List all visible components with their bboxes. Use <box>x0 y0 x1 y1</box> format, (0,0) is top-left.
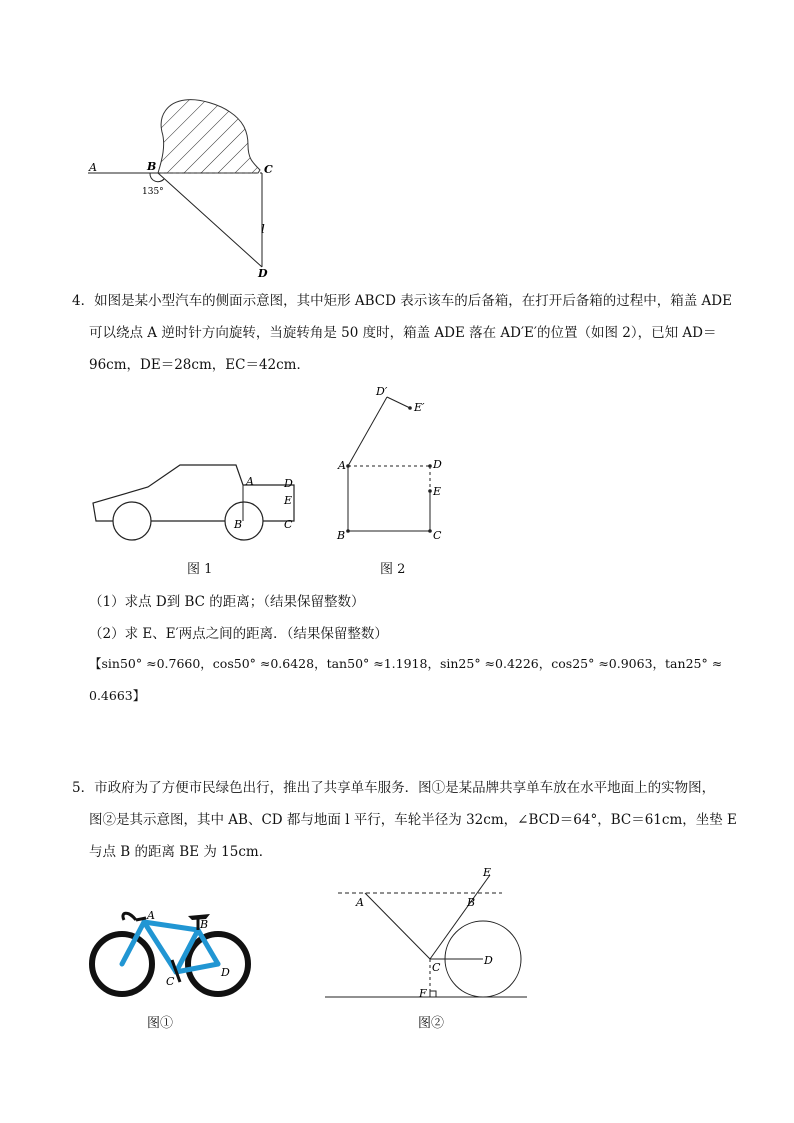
angle-arc <box>150 173 164 182</box>
figure-q5-bicycle <box>88 900 258 1005</box>
q5-line3: 与点 B 的距离 BE 为 15cm． <box>89 844 273 860</box>
label-c: C <box>284 518 293 531</box>
label-f: F <box>419 987 427 1000</box>
label-d: D <box>258 267 268 280</box>
label-d-prime: D′ <box>376 385 388 398</box>
q5-fig1-caption: 图① <box>147 1016 174 1031</box>
label-a: A <box>338 459 346 472</box>
point-e-prime <box>408 406 412 410</box>
rear-wheel <box>225 502 263 540</box>
label-a: A <box>147 909 155 922</box>
seg-d-prime-e-prime <box>387 397 410 408</box>
front-wheel <box>113 502 151 540</box>
figure-q3 <box>80 90 300 285</box>
label-angle: 135° <box>142 187 164 197</box>
label-d: D <box>433 458 442 471</box>
q4-line1: 4．如图是某小型汽车的侧面示意图，其中矩形 ABCD 表示该车的后备箱，在打开后备箱的过程中，箱盖 ADE <box>72 293 732 309</box>
q5-number: 5 <box>72 780 81 796</box>
label-c: C <box>264 163 273 176</box>
seg-ac <box>365 893 430 959</box>
seg-ce <box>430 875 490 959</box>
q5-line1: 5．市政府为了方便市民绿色出行，推出了共享单车服务．图①是某品牌共享单车放在水平地面上的实物图， <box>72 780 716 796</box>
label-b: B <box>337 529 346 542</box>
stem <box>136 918 146 920</box>
handlebar <box>123 913 136 920</box>
q4-fig1-caption: 图 1 <box>187 562 213 577</box>
label-b: B <box>147 160 157 173</box>
q4-sub2: （2）求 E、E′两点之间的距离．（结果保留整数） <box>89 626 388 642</box>
point-c <box>428 529 432 533</box>
seg-ad-prime <box>348 397 387 466</box>
point-d <box>428 464 432 468</box>
q4-reference-line2: 0.4663】 <box>89 688 146 703</box>
label-e: E <box>483 866 492 879</box>
q4-number: 4 <box>72 293 81 309</box>
label-d: D <box>221 966 230 979</box>
label-a: A <box>246 475 254 488</box>
figure-q4-car <box>88 455 303 545</box>
figure-q5-schematic <box>320 860 535 1005</box>
q4-sub1: （1）求点 D到 BC 的距离；（结果保留整数） <box>89 594 365 610</box>
label-d: D <box>484 954 493 967</box>
point-e <box>428 489 432 493</box>
label-a: A <box>356 896 364 909</box>
point-a <box>346 464 350 468</box>
label-d: D <box>284 477 293 490</box>
label-e: E <box>284 494 293 507</box>
figure-q4-fig2 <box>330 380 460 550</box>
label-c: C <box>166 975 175 988</box>
line-bd <box>158 173 262 267</box>
q4-line3: 96cm，DE＝28cm，EC＝42cm． <box>89 357 310 373</box>
label-e-prime: E′ <box>414 401 425 414</box>
label-b: B <box>234 518 243 531</box>
label-e: E <box>433 485 442 498</box>
label-a: A <box>89 161 97 174</box>
label-c: C <box>433 529 442 542</box>
q4-reference-line1: 【sin50° ≈0.7660，cos50° ≈0.6428，tan50° ≈1.1918，sin25° ≈0.4226，cos25° ≈0.9063，tan25° ≈ <box>89 656 723 671</box>
hatched-region <box>158 100 260 173</box>
label-b: B <box>200 918 209 931</box>
point-b <box>346 529 350 533</box>
label-c: C <box>432 961 441 974</box>
label-b: B <box>467 896 476 909</box>
q4-fig2-caption: 图 2 <box>380 562 406 577</box>
q5-fig2-caption: 图② <box>418 1016 445 1031</box>
q4-line2: 可以绕点 A 逆时针方向旋转，当旋转角是 50 度时，箱盖 ADE 落在 AD′E′的位置（如图 2），已知 AD＝ <box>89 325 717 341</box>
right-angle-mark <box>430 991 436 997</box>
q5-line2: 图②是其示意图，其中 AB、CD 都与地面 l 平行，车轮半径为 32cm，∠BCD＝64°，BC＝61cm，坐垫 E <box>89 812 737 828</box>
label-l: l <box>261 222 265 236</box>
